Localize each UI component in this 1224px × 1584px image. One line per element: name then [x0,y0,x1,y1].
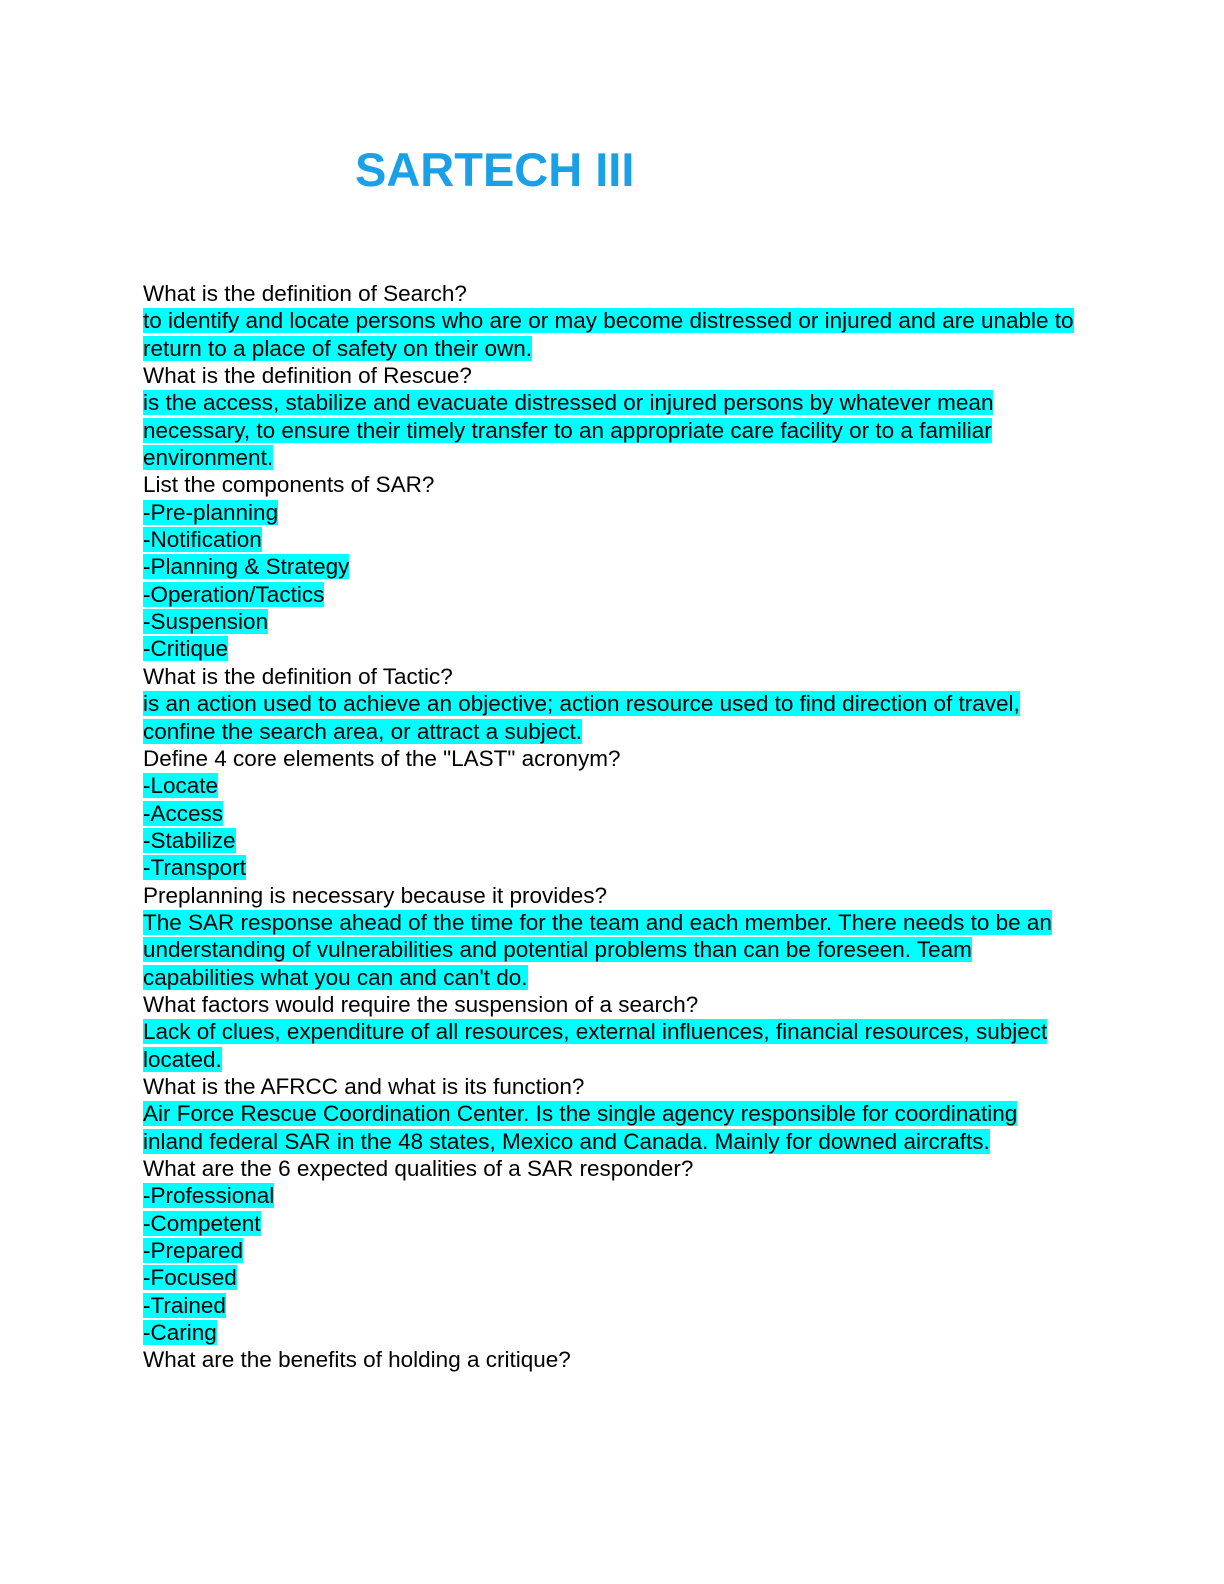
qa-item [143,745,1083,882]
answer-list-item: -Focused [143,1265,237,1291]
answer-list [143,772,1083,881]
answer-list-item: -Transport [143,855,246,881]
answer-text: The SAR response ahead of the time for the team and each member. There needs to be an understanding of vulnerabilities and potential problems than can be foreseen. Team capabilities what you can and can't do. [143,909,1052,990]
answer-list [143,1182,1083,1346]
answer-list-item: -Prepared [143,1238,244,1264]
question-text: What is the AFRCC and what is its function? [143,1073,585,1099]
question-text: What factors would require the suspension of a search? [143,991,699,1017]
answer-list-item: -Access [143,800,224,826]
answer-text: Lack of clues, expenditure of all resources, external influences, financial resources, subject located. [143,1019,1048,1072]
answer-list-item: -Notification [143,527,262,553]
qa-item [143,1073,1083,1155]
answer-list-item: -Pre-planning [143,499,279,525]
qa-item [143,663,1083,745]
question-text: Preplanning is necessary because it provides? [143,882,608,908]
question-text: What is the definition of Search? [143,281,467,306]
qa-item [143,1155,1083,1346]
question-text: List the components of SAR? [143,472,435,498]
question-text: What are the 6 expected qualities of a SAR responder? [143,1156,694,1181]
qa-item [143,471,1083,662]
answer-list-item: -Professional [143,1183,275,1209]
answer-list-item: -Trained [143,1292,226,1318]
answer-list-item: -Competent [143,1210,261,1236]
qa-item [143,280,1083,362]
question-text: What is the definition of Rescue? [143,363,472,389]
qa-item [143,1346,1083,1373]
answer-list-item: -Caring [143,1320,217,1346]
qa-content [143,280,1083,1374]
document-title: SARTECH III [355,143,635,196]
answer-list-item: -Suspension [143,609,269,635]
answer-list-item: -Critique [143,636,229,662]
answer-paragraph [143,690,1083,745]
answer-text: to identify and locate persons who are or may become distressed or injured and are unable to return to a place of safety on their own. [143,308,1074,361]
qa-item [143,362,1083,471]
question-text: Define 4 core elements of the "LAST" acronym? [143,745,621,771]
answer-paragraph [143,1018,1083,1073]
answer-list [143,499,1083,663]
answer-list-item: -Operation/Tactics [143,581,325,607]
answer-paragraph [143,909,1083,991]
question-text: What is the definition of Tactic? [143,663,453,689]
answer-paragraph [143,307,1083,362]
answer-list-item: -Planning & Strategy [143,554,350,580]
question-text: What are the benefits of holding a critique? [143,1347,571,1373]
answer-text: Air Force Rescue Coordination Center. Is the single agency responsible for coordinating inland federal SAR in the 48 states, Mexico and Canada. Mainly for downed aircrafts. [143,1101,1018,1154]
answer-list-item: -Locate [143,773,219,799]
answer-text: is an action used to achieve an objective; action resource used to find direction of travel, confine the search area, or attract a subject. [143,691,1020,744]
answer-paragraph [143,1100,1083,1155]
answer-text: is the access, stabilize and evacuate distressed or injured persons by whatever mean necessary, to ensure their timely transfer to an appropriate care facility or to a familiar environment. [143,390,994,471]
answer-list-item: -Stabilize [143,827,236,853]
qa-item [143,882,1083,991]
qa-item [143,991,1083,1073]
answer-paragraph [143,389,1083,471]
